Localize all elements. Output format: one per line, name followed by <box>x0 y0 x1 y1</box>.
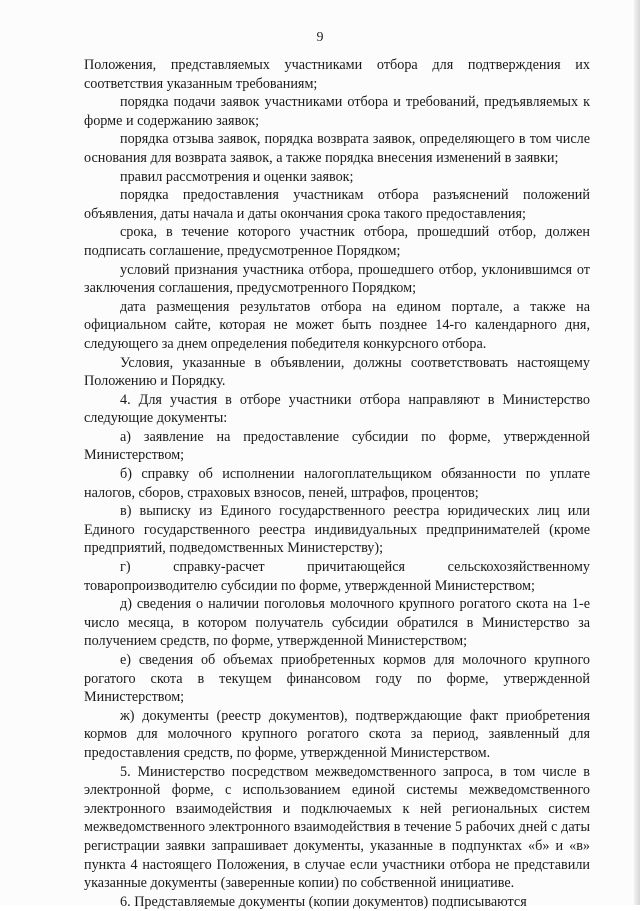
paragraph: е) сведения об объемах приобретенных кормов для молочного крупного рогатого скота в текущем финансовом году по форме, утвержденной Министерством; <box>84 652 590 706</box>
paragraph: а) заявление на предоставление субсидии по форме, утвержденной Министерством; <box>84 428 590 464</box>
paragraph: Условия, указанные в объявлении, должны соответствовать настоящему Положению и Порядку. <box>84 354 590 390</box>
paragraph: 6. Представляемые документы (копии документов) подписываются <box>120 893 527 910</box>
paragraph: в) выписку из Единого государственного реестра юридических лиц или Единого государственного реестра индивидуальных предпринимателей (кроме предприятий, подведомственных Министерству); <box>84 503 590 557</box>
paragraph: Положения, представляемых участниками отбора для подтверждения их соответствия указанным требованиям; <box>84 57 590 92</box>
paragraph: д) сведения о наличии поголовья молочного крупного рогатого скота на 1-е число месяца, в котором получатель субсидии обратился в Министерство за получением средств, по форме, утвержденной Министерством; <box>84 596 590 650</box>
paragraph: г) справку-расчет причитающейся сельскохозяйственному товаропроизводителю субсидии по форме, утвержденной Министерством; <box>84 559 590 594</box>
paragraph: условий признания участника отбора, прошедшего отбор, уклонившимся от заключения соглашения, предусмотренного Порядком; <box>84 261 590 297</box>
paragraph: 5. Министерство посредством межведомственного запроса, в том числе в электронной форме, с использованием единой системы межведомственного электронного взаимодействия и подключаемых к ней региональных систем межведомственного электронного взаимодействия в течение 5 рабочих дней с даты регистрации заявки запрашивает документы, указанные в подпунктах «б» и «в» пункта 4 настоящего Положения, в случае если участники отбора не представили указанные документы (заверенные копии) по собственной инициативе. <box>84 763 590 892</box>
document-body <box>84 56 590 911</box>
paragraph: 4. Для участия в отборе участники отбора направляют в Министерство следующие документы: <box>84 391 590 427</box>
paragraph: порядка предоставления участникам отбора разъяснений положений объявления, даты начала и даты окончания срока такого предоставления; <box>84 187 590 222</box>
paragraph: порядка подачи заявок участниками отбора и требований, предъявляемых к форме и содержанию заявок; <box>84 94 590 129</box>
paragraph: ж) документы (реестр документов), подтверждающие факт приобретения кормов для молочного крупного рогатого скота за период, заявленный для предоставления средств, по форме, утвержденной Министерством. <box>84 707 590 761</box>
scan-edge-shadow <box>634 0 640 905</box>
paragraph: б) справку об исполнении налогоплательщиком обязанности по уплате налогов, сборов, страховых взносов, пеней, штрафов, процентов; <box>84 466 590 501</box>
paragraph: дата размещения результатов отбора на едином портале, а также на официальном сайте, которая не может быть позднее 14-го календарного дня, следующего за днем определения победителя конкурсного отбора. <box>84 298 590 352</box>
page-number: 9 <box>316 30 324 45</box>
paragraph: правил рассмотрения и оценки заявок; <box>120 168 354 185</box>
paragraph: порядка отзыва заявок, порядка возврата заявок, определяющего в том числе основания для возврата заявок, а также порядка внесения изменений в заявки; <box>84 131 590 166</box>
paragraph: срока, в течение которого участник отбора, прошедший отбор, должен подписать соглашение, предусмотренное Порядком; <box>84 224 590 259</box>
